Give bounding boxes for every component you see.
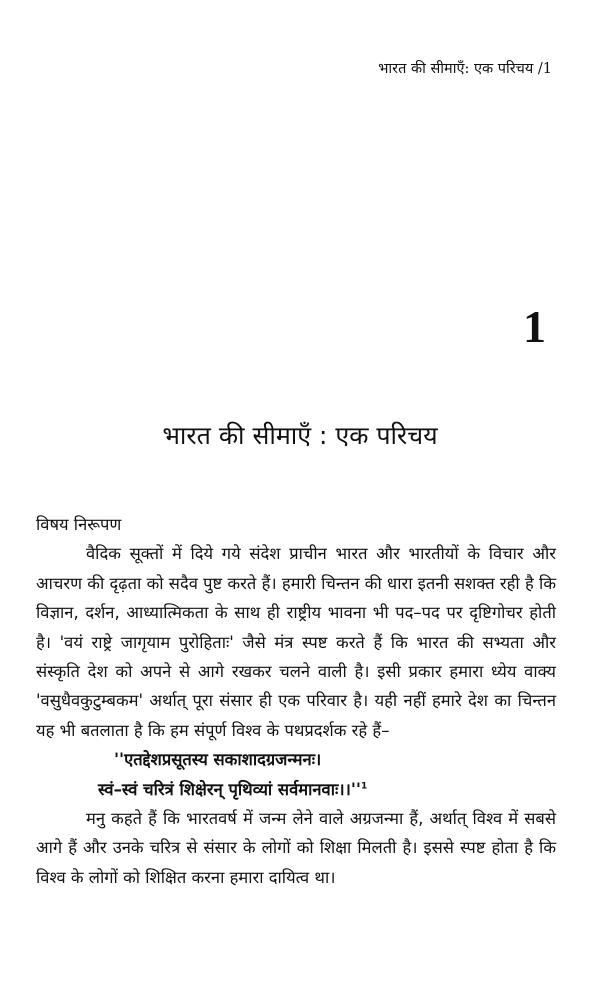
chapter-number: 1 (523, 301, 546, 352)
chapter-title: भारत की सीमाएँ : एक परिचय (162, 421, 438, 450)
section-heading: विषय निरूपण (36, 515, 122, 534)
verse-line-1: ''एतद्देशप्रसूतस्य सकाशादग्रजन्मनः। (114, 750, 322, 770)
paragraph-2: मनु कहते हैं कि भारतवर्ष में जन्म लेने वाले अग्रजन्मा हैं, अर्थात् विश्व में सबसे आगे हैं और उनके चरित्र से संसार के लोगों को शिक्षा मिलती है। इससे स्पष्ट होता है कि विश्व के लोगों को शिक्षित करना हमारा दायित्व था। (36, 809, 556, 887)
verse-line-2-text: स्वं–स्वं चरित्रं शिक्षेरन् पृथिव्यां सर्वमानवाः।।'' (98, 779, 361, 799)
verse-line-2 (36, 775, 556, 804)
footnote-marker: 1 (360, 781, 368, 792)
running-header: भारत की सीमाएँ: एक परिचय /1 (378, 61, 552, 77)
chapter-body (36, 510, 556, 892)
paragraph-1: वैदिक सूक्तों में दिये गये संदेश प्राचीन भारत और भारतीयों के विचार और आचरण की दृढ़ता को सदैव पुष्ट करते हैं। हमारी चिन्तन की धारा इतनी सशक्त रही है कि विज्ञान, दर्शन, आध्यात्मिकता के साथ ही राष्ट्रीय भावना भी पद–पद पर दृष्टिगोचर होती है। 'वयं राष्ट्रे जागृयाम पुरोहिताः' जैसे मंत्र स्पष्ट करते हैं कि भारत की सभ्यता और संस्कृति देश को अपने से आगे रखकर चलने वाली है। इसी प्रकार हमारा ध्येय वाक्य 'वसुधैवकुटुम्बकम' अर्थात् पूरा संसार ही एक परिवार है। यही नहीं हमारे देश का चिन्तन यह भी बतलाता है कि हम संपूर्ण विश्व के पथप्रदर्शक रहे हैं– (36, 544, 556, 740)
